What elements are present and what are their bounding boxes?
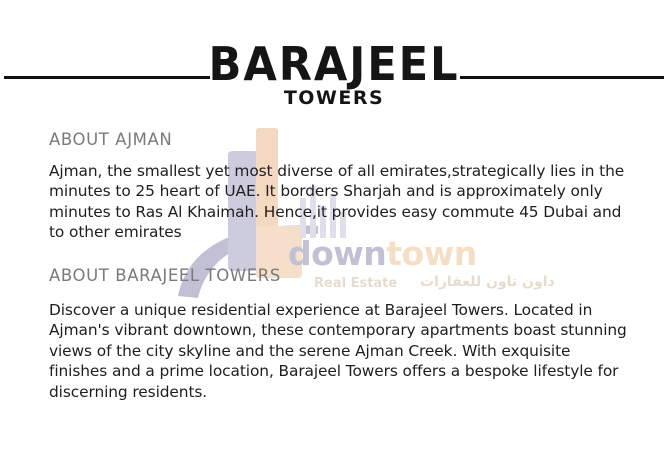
section-heading-about-ajman: ABOUT AJMAN [49,130,173,149]
section-body-about-barajeel-towers: Discover a unique residential experience at Barajeel Towers. Located in Ajman's vibrant downtown, these contemporary apartments boast stunning views of the city skyline and the serene Ajman Creek. With exquisite finishes and a prime location, Barajeel Towers offers a bespoke lifestyle for discerning residents. [49,301,627,401]
section-body-about-ajman: Ajman, the smallest yet most diverse of all emirates,strategically lies in the minutes to 25 heart of UAE. It borders Sharjah and is approximately only minutes to Ras Al Khaimah. Hence,it provides easy commute 45 Dubai and to other emirates [49,162,625,242]
brand-title: BARAJEEL [208,37,460,91]
brand-subtitle: TOWERS [283,87,385,109]
watermark-arabic-tagline: داون تاون للعقارات [420,274,555,290]
section-heading-about-barajeel-towers: ABOUT BARAJEEL TOWERS [49,266,281,285]
watermark-tagline: Real Estate [314,276,398,291]
watermark-wordmark: downtown [288,234,477,273]
